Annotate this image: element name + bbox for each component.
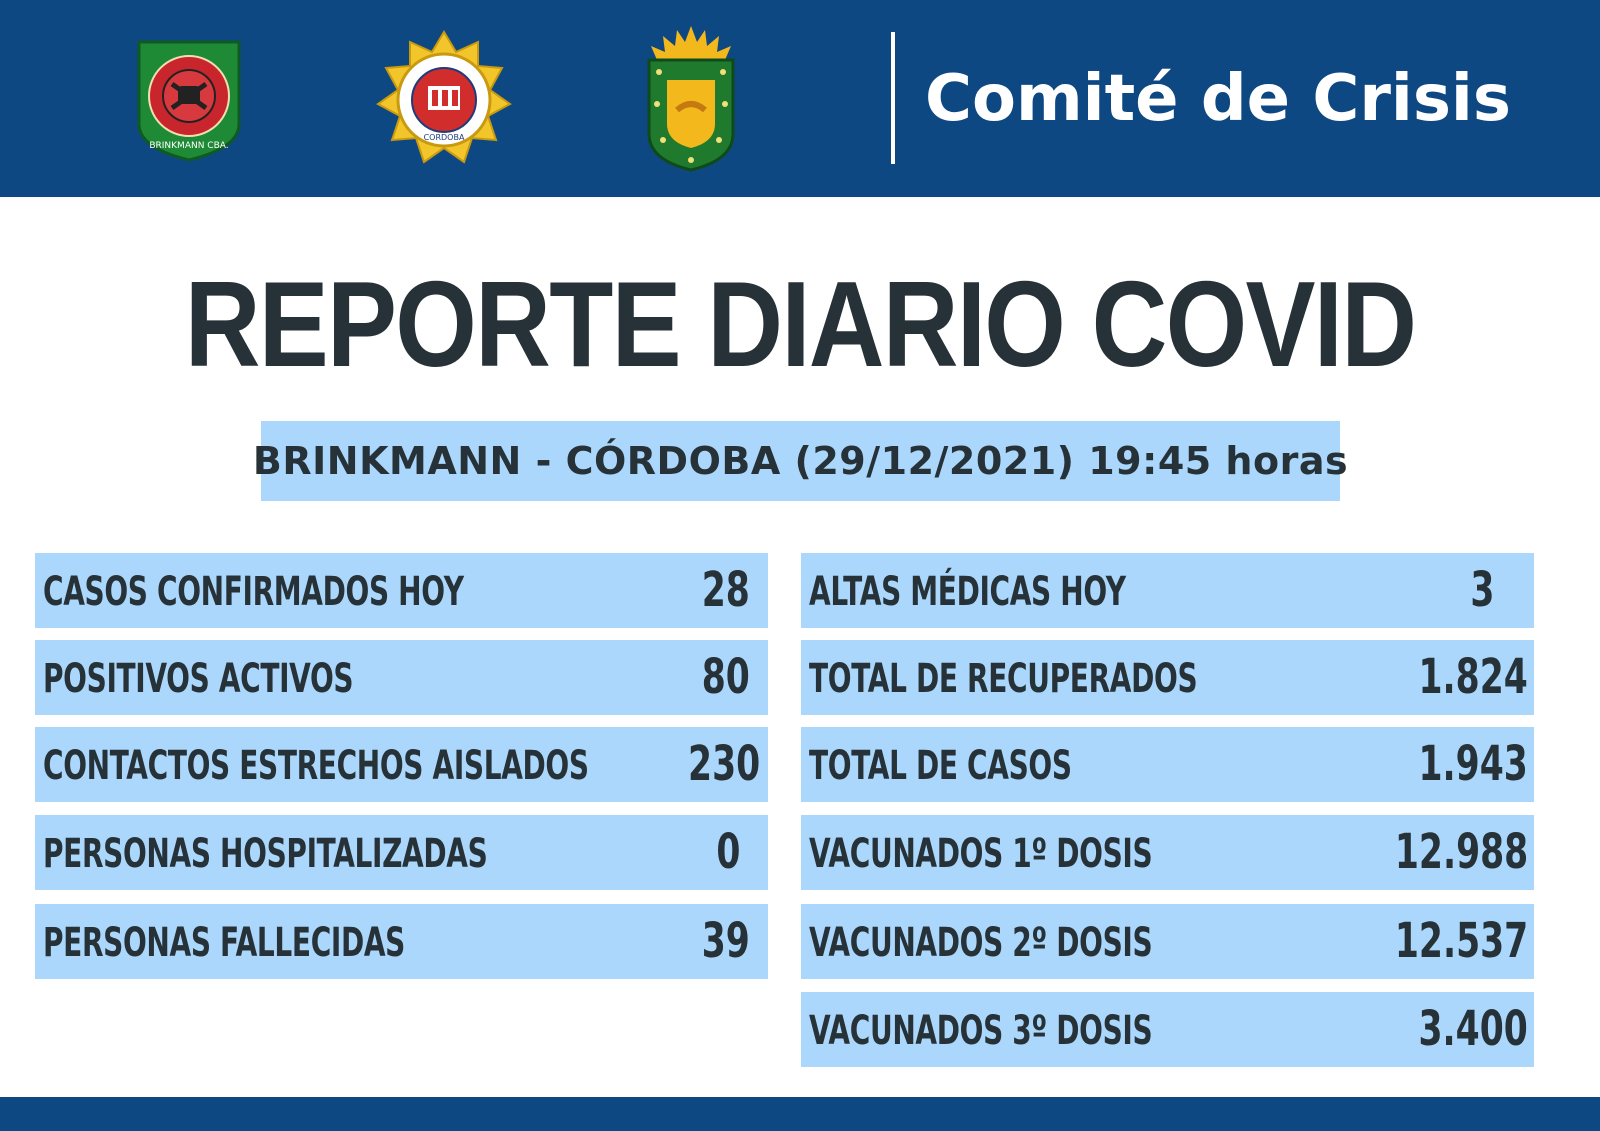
stat-row-total-de-casos: [801, 727, 1534, 802]
stat-label: PERSONAS HOSPITALIZADAS: [43, 831, 488, 877]
stat-label: VACUNADOS 2º DOSIS: [809, 920, 1153, 966]
stat-label: CONTACTOS ESTRECHOS AISLADOS: [43, 743, 589, 789]
stat-row-casos-confirmados-hoy: [35, 553, 768, 628]
report-subtitle: BRINKMANN - CÓRDOBA (29/12/2021) 19:45 horas: [261, 421, 1340, 501]
stat-row-positivos-activos: [35, 640, 768, 715]
footer-bar: [0, 1097, 1600, 1131]
municipal-coat-of-arms: [641, 24, 741, 174]
stat-row-total-de-recuperados: [801, 640, 1534, 715]
stat-label: TOTAL DE RECUPERADOS: [809, 656, 1198, 702]
stat-label: VACUNADOS 3º DOSIS: [809, 1008, 1153, 1054]
stat-row-vacunados-1-dosis: [801, 815, 1534, 890]
policia-cordoba-logo: [376, 30, 512, 170]
stat-label: VACUNADOS 1º DOSIS: [809, 831, 1153, 877]
stat-row-altas-medicas-hoy: [801, 553, 1534, 628]
stat-value: 3.400: [1418, 1001, 1528, 1057]
stat-row-vacunados-3-dosis: [801, 992, 1534, 1067]
stat-value: 28: [701, 562, 750, 618]
svg-text:BRINKMANN CBA.: BRINKMANN CBA.: [149, 141, 229, 151]
report-title: REPORTE DIARIO COVID: [184, 256, 1416, 392]
stat-label: POSITIVOS ACTIVOS: [43, 656, 354, 702]
stat-label: PERSONAS FALLECIDAS: [43, 920, 405, 966]
stat-value: 12.988: [1394, 824, 1528, 880]
stat-label: TOTAL DE CASOS: [809, 743, 1072, 789]
header-divider: [891, 32, 895, 164]
header-bar: [0, 0, 1600, 197]
committee-title: Comité de Crisis: [925, 62, 1511, 136]
svg-text:CORDOBA: CORDOBA: [423, 133, 465, 142]
stat-row-vacunados-2-dosis: [801, 904, 1534, 979]
stat-value: 3: [1469, 562, 1494, 618]
stat-value: 0: [715, 824, 740, 880]
stat-row-personas-fallecidas: [35, 904, 768, 979]
stat-row-personas-hospitalizadas: [35, 815, 768, 890]
stat-value: 12.537: [1394, 913, 1528, 969]
stat-value: 39: [701, 913, 750, 969]
stat-value: 1.824: [1418, 649, 1528, 705]
stat-value: 230: [687, 736, 760, 792]
stat-value: 80: [701, 649, 750, 705]
stat-value: 1.943: [1418, 736, 1528, 792]
stat-row-contactos-estrechos-aislados: [35, 727, 768, 802]
stat-label: CASOS CONFIRMADOS HOY: [43, 569, 464, 615]
bomberos-voluntarios-logo: [134, 38, 244, 162]
stat-label: ALTAS MÉDICAS HOY: [809, 569, 1126, 615]
